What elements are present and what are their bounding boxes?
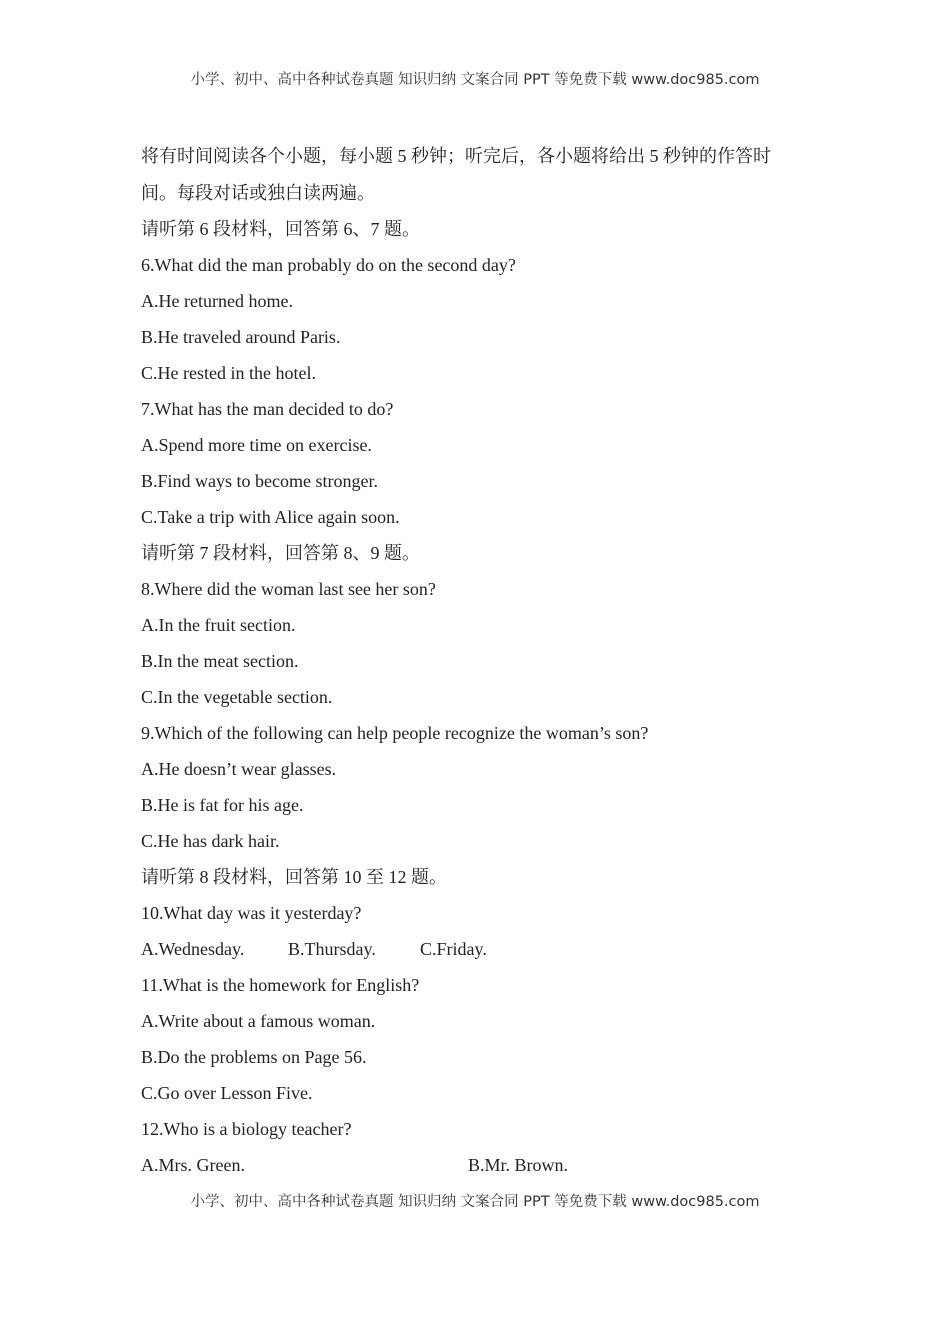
question-12-option-a: A.Mrs. Green. (141, 1155, 245, 1175)
question-7-option-c: C.Take a trip with Alice again soon. (141, 507, 400, 527)
question-8-option-b: B.In the meat section. (141, 651, 299, 671)
question-11-option-c: C.Go over Lesson Five. (141, 1083, 313, 1103)
question-9-option-c: C.He has dark hair. (141, 831, 280, 851)
question-6: 6.What did the man probably do on the second day? (141, 255, 516, 275)
question-10: 10.What day was it yesterday? (141, 903, 362, 923)
intro-line-2: 间。每段对话或独白读两遍。 (141, 183, 375, 203)
question-8: 8.Where did the woman last see her son? (141, 579, 436, 599)
page-footer: 小学、初中、高中各种试卷真题 知识归纳 文案合同 PPT 等免费下载 www.doc985.com (190, 1194, 760, 1210)
question-8-option-a: A.In the fruit section. (141, 615, 296, 635)
question-12-option-b: B.Mr. Brown. (468, 1155, 569, 1175)
question-10-option-a: A.Wednesday. (141, 939, 245, 959)
question-10-option-c: C.Friday. (420, 939, 487, 959)
question-7: 7.What has the man decided to do? (141, 399, 394, 419)
question-10-option-b: B.Thursday. (288, 939, 376, 959)
question-8-option-c: C.In the vegetable section. (141, 687, 333, 707)
section-heading: 请听第 8 段材料，回答第 10 至 12 题。 (141, 867, 447, 887)
question-7-option-b: B.Find ways to become stronger. (141, 471, 378, 491)
intro-line-1: 将有时间阅读各个小题，每小题 5 秒钟；听完后，各小题将给出 5 秒钟的作答时 (141, 146, 771, 166)
question-6-option-b: B.He traveled around Paris. (141, 327, 341, 347)
question-11: 11.What is the homework for English? (141, 975, 420, 995)
question-6-option-a: A.He returned home. (141, 291, 293, 311)
question-9-option-a: A.He doesn’t wear glasses. (141, 759, 337, 779)
question-9-option-b: B.He is fat for his age. (141, 795, 304, 815)
question-10-options (141, 938, 487, 960)
question-11-option-b: B.Do the problems on Page 56. (141, 1047, 367, 1067)
section-heading: 请听第 6 段材料，回答第 6、7 题。 (141, 219, 420, 239)
section-heading: 请听第 7 段材料，回答第 8、9 题。 (141, 543, 420, 563)
question-7-option-a: A.Spend more time on exercise. (141, 435, 372, 455)
question-9: 9.Which of the following can help people recognize the woman’s son? (141, 723, 649, 743)
question-12-options (141, 1154, 568, 1176)
question-12: 12.Who is a biology teacher? (141, 1119, 352, 1139)
question-11-option-a: A.Write about a famous woman. (141, 1011, 376, 1031)
question-6-option-c: C.He rested in the hotel. (141, 363, 316, 383)
page-header: 小学、初中、高中各种试卷真题 知识归纳 文案合同 PPT 等免费下载 www.doc985.com (190, 72, 760, 88)
